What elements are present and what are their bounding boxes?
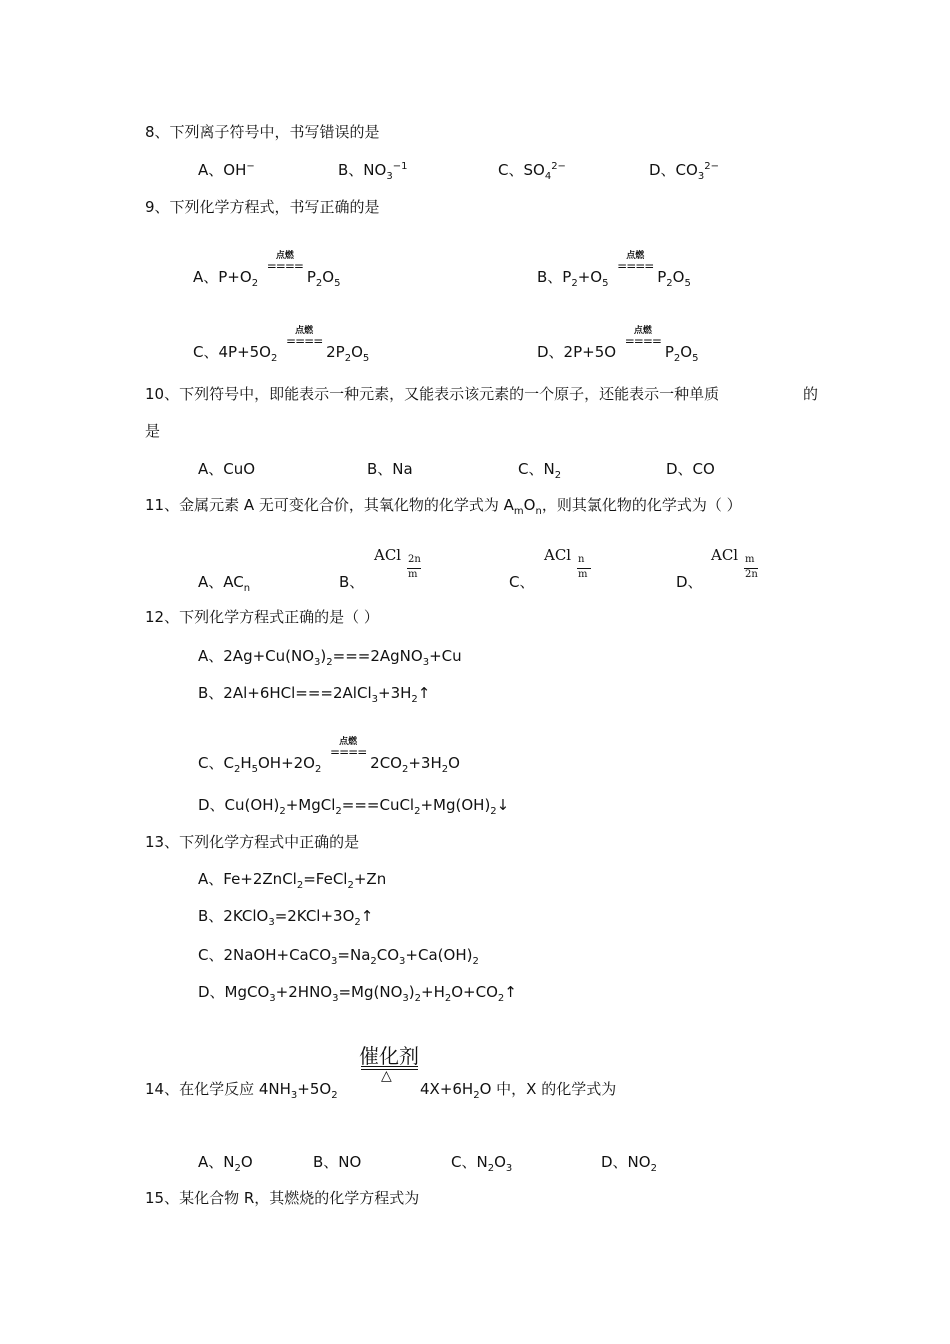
q11-option-b-label: B、 [339,573,365,591]
catalyst-equals-top [361,1066,418,1067]
q8-option-a: A、OH− [198,161,255,179]
q14-option-c: C、$N_2O_3$ [451,1153,513,1174]
q15-stem: 15、某化合物 R，其燃烧的化学方程式为 [145,1189,420,1207]
q10-stem-tail: 的 [803,385,819,403]
ignite-condition: 点燃 ==== [266,251,303,273]
q11-option-b-formula: ACl 2n m [374,546,421,580]
q12-option-a: A、$2Ag+Cu(NO_3)_2===2AgNO_3+Cu$ [198,647,462,668]
q11-stem: 11、金属元素 A 无可变化合价，其氧化物的化学式为 $A_mO_n$，则其氯化物的化学式为（ ） [145,496,742,517]
catalyst-label: 催化剂 [359,1044,419,1068]
q12-option-d: D、$Cu(OH)_2+MgCl_2===CuCl_2+Mg(OH)_2↓$ [198,796,510,817]
q10-option-c: C、$N_2$ [518,460,562,481]
q12-option-b: B、$2Al+6HCl===2AlCl_3+3H_2↑$ [198,684,431,705]
q11-option-d-label: D、 [676,573,703,591]
q10-stem: 10、下列符号中，即能表示一种元素，又能表示该元素的一个原子，还能表示一种单质 [145,385,720,403]
ignite-condition: 点燃 ==== [624,326,661,348]
q11-option-c-label: C、 [509,573,535,591]
q9-option-a: A、$P+O_2$ 点燃 ==== $P_2O_5$ [193,251,341,289]
q13-stem: 13、下列化学方程式中正确的是 [145,833,360,851]
q9-option-b: B、$P_2+O_5$ 点燃 ==== $P_2O_5$ [537,251,691,289]
q14-stem-tail: $4X+6H_2O$ 中，X 的化学式为 [420,1080,617,1101]
q10-option-d: D、CO [666,460,715,478]
q11-option-c-formula: ACl n m [544,552,600,592]
q14-stem: 14、在化学反应 $4NH_3+5O_2$ [145,1080,338,1101]
q14-option-d: D、$NO_2$ [601,1153,657,1174]
q13-option-b: B、$2KClO_3=2KCl+3O_2↑$ [198,907,374,928]
q8-option-d: D、$CO_3^{2-}$ [649,161,719,182]
q8-stem: 8、下列离子符号中，书写错误的是 [145,123,380,141]
ignite-condition: 点燃 ==== [617,251,654,273]
q11-option-a: A、$AC_n$ [198,573,251,594]
q11-option-d-formula: ACl m 2n [711,546,758,580]
q8-option-c: C、$SO_4^{2-}$ [498,161,566,182]
ignite-condition: 点燃 ==== [286,326,323,348]
q8-option-b: B、$NO_3^{-1}$ [338,161,408,182]
q10-stem-line2: 是 [145,422,161,440]
q9-option-c: C、$4P+5O_2$ 点燃 ==== $2P_2O_5$ [193,326,370,364]
q12-stem: 12、下列化学方程式正确的是（ ） [145,608,379,626]
q10-option-a: A、CuO [198,460,256,478]
q9-option-d: D、2P+5O 点燃 ==== $P_2O_5$ [537,326,699,364]
q14-option-a: A、$N_2O$ [198,1153,253,1174]
q9-stem: 9、下列化学方程式，书写正确的是 [145,198,380,216]
q12-option-c: C、$C_2H_5OH+2O_2$ 点燃 ==== $2CO_2+3H_2O$ [198,737,460,775]
heat-symbol: △ [381,1068,392,1084]
q10-option-b: B、Na [367,460,413,478]
q13-option-a: A、Fe+2ZnCl$_2$=FeCl$_2$+Zn [198,870,387,891]
q13-option-c: C、$2NaOH+CaCO_3=Na_2CO_3+Ca(OH)_2$ [198,946,479,967]
ignite-condition: 点燃 ==== [330,737,367,759]
q13-option-d: D、$MgCO_3+2HNO_3=Mg(NO_3)_2+H_2O+CO_2↑$ [198,983,517,1004]
q14-option-b: B、NO [313,1153,362,1171]
